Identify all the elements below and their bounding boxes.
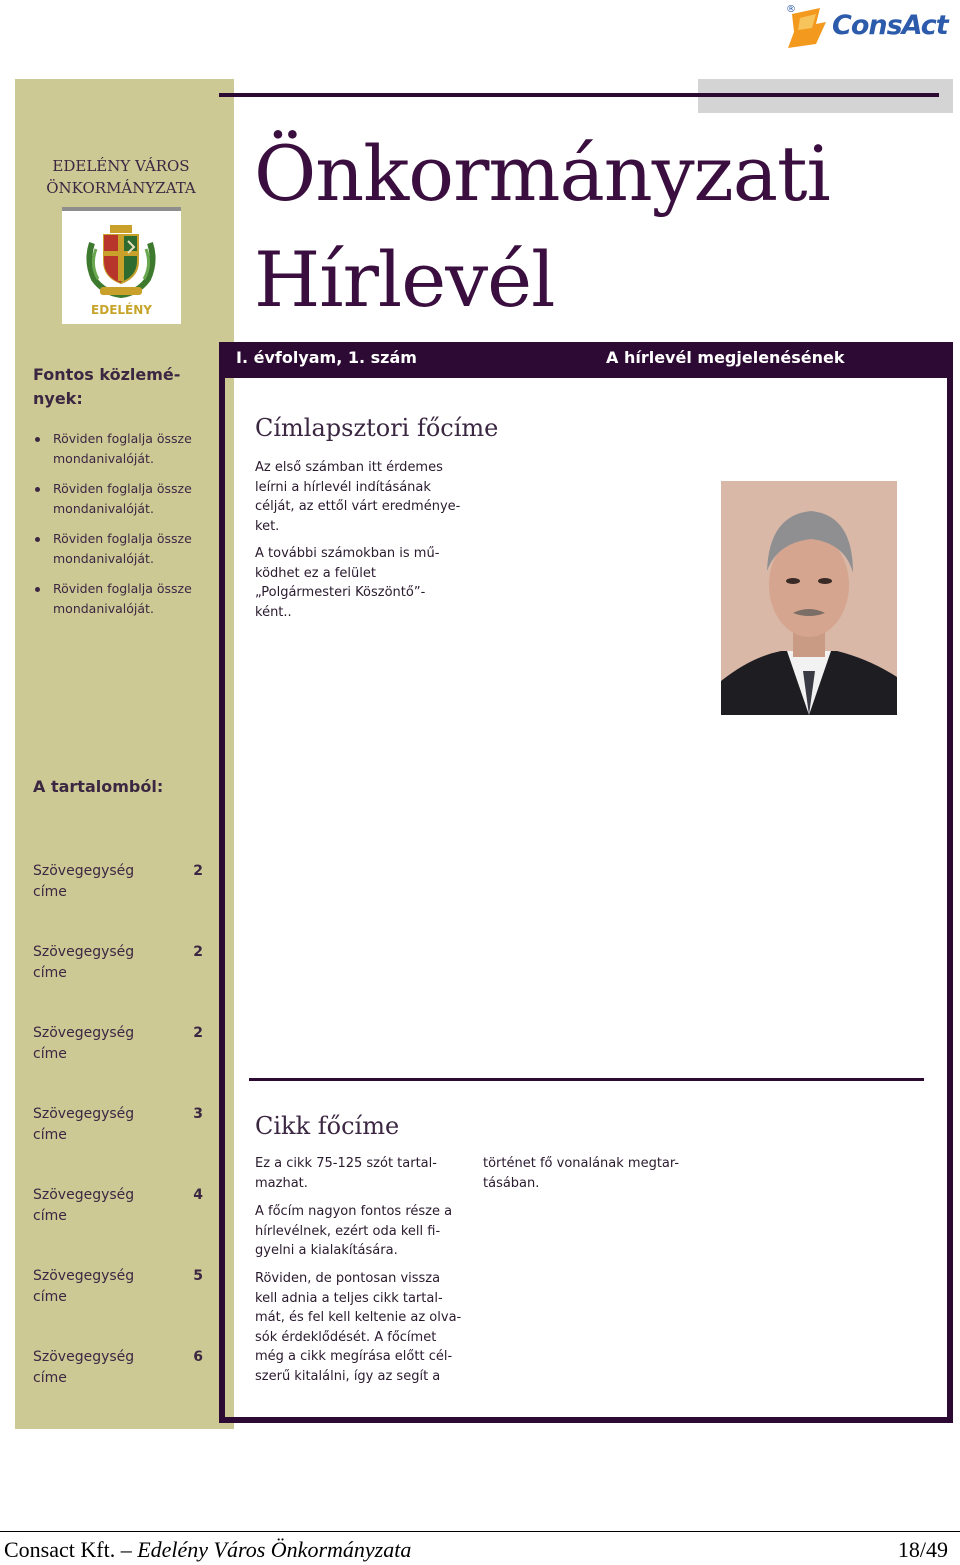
toc-item-page: 3 <box>193 1106 203 1122</box>
toc-item-page: 2 <box>193 863 203 879</box>
toc-item[interactable] <box>33 1023 203 1067</box>
toc-item[interactable] <box>33 861 203 905</box>
crest-label: EDELÉNY <box>91 303 152 317</box>
cover-story-heading: Címlapsztori főcíme <box>255 414 499 442</box>
coat-of-arms-icon <box>84 221 159 301</box>
issue-band <box>219 342 953 378</box>
footer-company: Consact Kft. <box>4 1537 116 1562</box>
city-name-line2: ÖNKORMÁNYZATA <box>46 179 196 197</box>
section-divider <box>249 1078 924 1081</box>
footer-organization: Edelény Város Önkormányzata <box>137 1537 412 1562</box>
logo-text: ConsAct <box>832 10 948 41</box>
toc-item-title: Szövegegység címe <box>33 1349 135 1386</box>
toc-item-page: 2 <box>193 944 203 960</box>
sidebar <box>15 79 234 1429</box>
toc-item-page: 5 <box>193 1268 203 1284</box>
footer-rule <box>0 1531 960 1532</box>
notices-heading-line1: Fontos közlemé- <box>33 365 181 384</box>
masthead-title-line1: Önkormányzati <box>254 129 830 218</box>
toc-item-title: Szövegegység címe <box>33 944 135 981</box>
list-item: Röviden foglalja össze mondanivalóját. <box>33 579 223 619</box>
portrait-image <box>721 481 897 715</box>
article-column2: történet fő vonalának megtar-tásában. <box>483 1156 680 1191</box>
issue-appearance: A hírlevél megjelenésének <box>606 348 845 367</box>
toc-item-title: Szövegegység címe <box>33 1025 135 1062</box>
toc-item[interactable] <box>33 1266 203 1310</box>
toc-item-title: Szövegegység címe <box>33 863 135 900</box>
consact-logo <box>786 4 956 50</box>
cover-story-para1: Az első számban itt érdemes leírni a hírlevél indításának célját, az ettől várt eredménye-ket. <box>255 460 461 534</box>
toc-item[interactable] <box>33 1104 203 1148</box>
notices-heading <box>33 363 180 411</box>
toc-item-title: Szövegegység címe <box>33 1106 135 1143</box>
city-name <box>15 155 227 199</box>
toc-item-page: 4 <box>193 1187 203 1203</box>
mayor-photo <box>721 481 897 715</box>
page-number: 18/49 <box>897 1537 948 1562</box>
toc-item-title: Szövegegység címe <box>33 1268 135 1305</box>
cover-story-para2: A további számokban is mű-ködhet ez a felület „Polgármesteri Köszöntő”-ként.. <box>255 546 440 620</box>
article-heading: Cikk főcíme <box>255 1112 400 1140</box>
registered-mark: ® <box>786 4 796 15</box>
toc-item[interactable] <box>33 1185 203 1229</box>
toc-item-page: 6 <box>193 1349 203 1365</box>
list-item: Röviden foglalja össze mondanivalóját. <box>33 479 223 519</box>
list-item: Röviden foglalja össze mondanivalóját. <box>33 429 223 469</box>
footer-dash: – <box>115 1537 138 1562</box>
toc-item[interactable] <box>33 942 203 986</box>
toc-item-title: Szövegegység címe <box>33 1187 135 1224</box>
issue-volume: I. évfolyam, 1. szám <box>236 348 417 367</box>
masthead-rule <box>219 93 939 97</box>
toc-item[interactable] <box>33 1347 203 1391</box>
article-para1: Ez a cikk 75-125 szót tartal-mazhat. <box>255 1156 437 1191</box>
coat-of-arms <box>62 207 181 324</box>
page-footer <box>4 1535 411 1565</box>
list-item: Röviden foglalja össze mondanivalóját. <box>33 529 223 569</box>
notices-heading-line2: nyek: <box>33 389 83 408</box>
toc-heading: A tartalomból: <box>33 777 164 796</box>
notices-list <box>33 429 223 629</box>
masthead-title-line2: Hírlevél <box>254 235 555 324</box>
article-para3: Röviden, de pontosan vissza kell adnia a teljes cikk tartal-mát, és fel kell keltenie az olva-sók érdeklődését. A főcímet még a cikk megírása előtt cél-szerű kitalálni, így az segít a <box>255 1271 462 1384</box>
article-para2: A főcím nagyon fontos része a hírlevélnek, ezért oda kell fi-gyelni a kialakítására. <box>255 1204 453 1258</box>
city-name-line1: EDELÉNY VÁROS <box>52 157 190 175</box>
toc-item-page: 2 <box>193 1025 203 1041</box>
